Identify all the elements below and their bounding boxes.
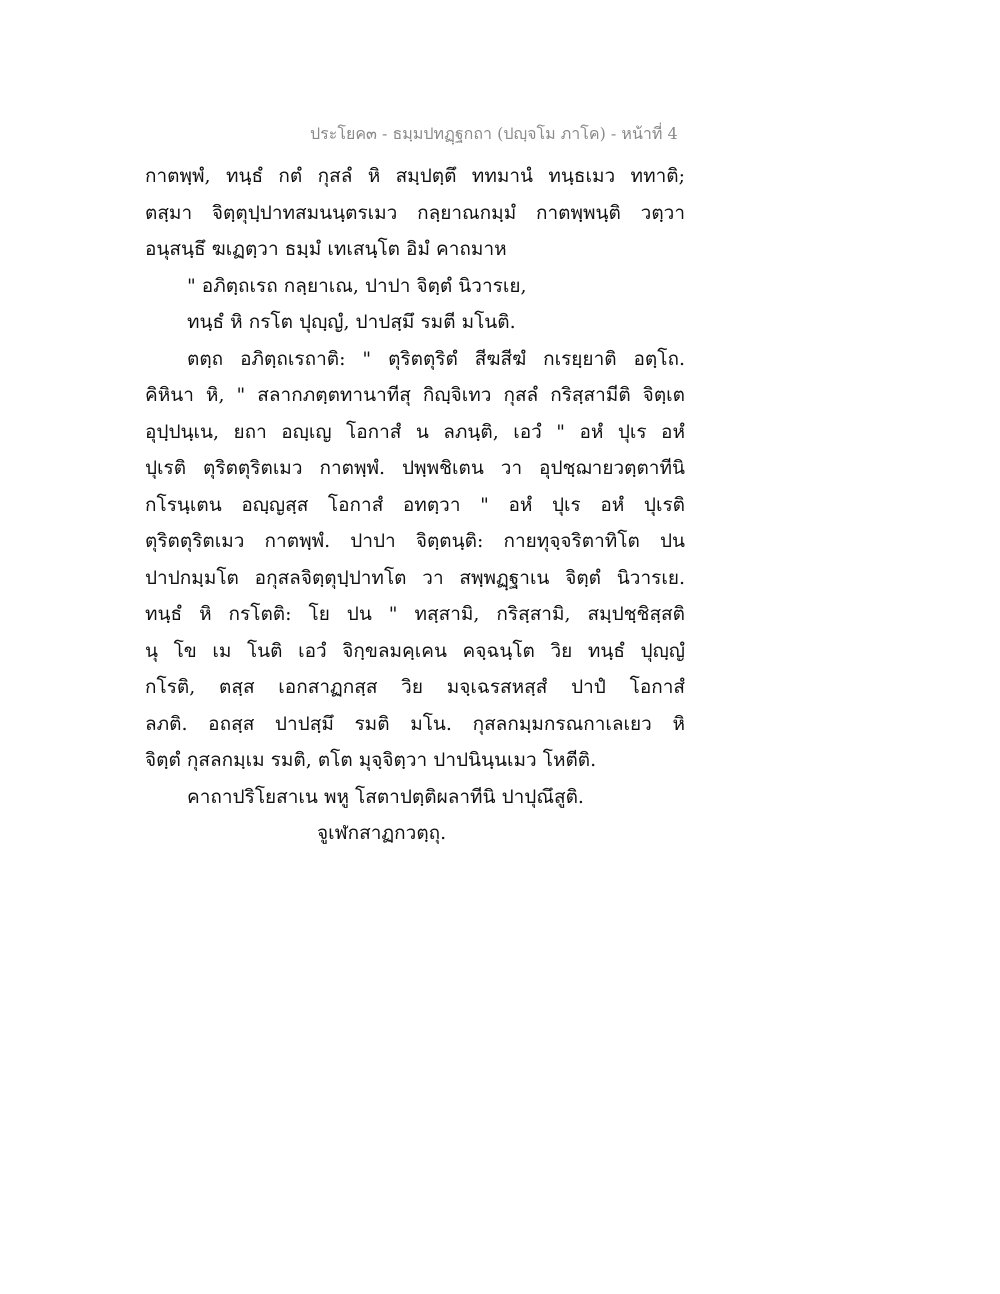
running-header: ประโยค๓ - ธมฺมปทฏฺฐกถา (ปญฺจโม ภาโค) - หน้าที่ 4 bbox=[310, 124, 678, 143]
body-text bbox=[145, 158, 685, 852]
paragraph-first-line: ตตฺถ อภิตฺถเรถาติ: " ตุริตตุริตํ สีฆสีฆํ กเรยฺยาติ อตฺโถ. bbox=[187, 347, 685, 370]
text-line: กาตพฺพํ, ทนฺธํ กตํ กุสลํ หิ สมฺปตฺตึ ททมานํ ทนฺธเมว ททาติ; bbox=[145, 165, 685, 187]
text-line: คิหินา หิ, " สลากภตฺตทานาทีสุ กิญฺจิเทว กุสลํ กริสฺสามีติ จิตฺเต bbox=[145, 384, 685, 406]
text-line: อนุสนฺธึ ฆเฏตฺวา ธมฺมํ เทเสนฺโต อิมํ คาถมาห bbox=[145, 238, 507, 260]
text-line: กโรติ, ตสฺส เอกสาฏกสฺส วิย มจฺเฉรสหสฺสํ ปาปํ โอกาสํ bbox=[145, 676, 685, 698]
text-line: ทนฺธํ หิ กรโตติ: โย ปน " ทสฺสามิ, กริสฺสามิ, สมฺปชฺชิสฺสติ bbox=[145, 603, 685, 625]
verse-line: " อภิตฺถเรถ กลฺยาเณ, ปาปา จิตฺตํ นิวารเย, bbox=[187, 274, 527, 297]
text-line: ตุริตตุริตเมว กาตพฺพํ. ปาปา จิตฺตนฺติ: กายทุจฺจริตาทิโต ปน bbox=[145, 530, 685, 552]
text-line: กโรนฺเตน อญฺญสฺส โอกาสํ อทตฺวา " อหํ ปุเร อหํ ปุเรติ bbox=[145, 493, 685, 516]
text-line: ปาปกมฺมโต อกุสลจิตฺตุปฺปาทโต วา สพฺพฏฺฐาเน จิตฺตํ นิวารเย. bbox=[145, 566, 685, 589]
text-line: ตสฺมา จิตฺตุปฺปาทสมนนฺตรเมว กลฺยาณกมฺมํ กาตพฺพนฺติ วตฺวา bbox=[145, 201, 685, 224]
verse-line: ทนฺธํ หิ กรโต ปุญฺญํ, ปาปสฺมึ รมตี มโนติ. bbox=[187, 311, 516, 333]
text-line: ปุเรติ ตุริตตุริตเมว กาตพฺพํ. ปพฺพชิเตน วา อุปชฺฌายวตฺตาทีนิ bbox=[145, 457, 685, 479]
story-end-title: จูเฬกสาฏกวตฺถุ. bbox=[317, 822, 447, 844]
text-line: อุปฺปนฺเน, ยถา อญฺเญ โอกาสํ น ลภนฺติ, เอวํ " อหํ ปุเร อหํ bbox=[145, 420, 685, 443]
text-line: จิตฺตํ กุสลกมฺเม รมติ, ตโต มุจฺจิตฺวา ปาปนินฺนเมว โหตีติ. bbox=[145, 749, 597, 771]
paragraph-first-line: คาถาปริโยสาเน พหู โสตาปตฺติผลาทีนิ ปาปุณึสูติ. bbox=[187, 785, 584, 808]
text-line: ลภติ. อถสฺส ปาปสฺมึ รมติ มโน. กุสลกมฺมกรณกาเลเยว หิ bbox=[145, 712, 685, 735]
text-line: นุ โข เม โนติ เอวํ จิกฺขลมคฺเคน คจฺฉนฺโต วิย ทนฺธํ ปุญฺญํ bbox=[145, 639, 685, 662]
